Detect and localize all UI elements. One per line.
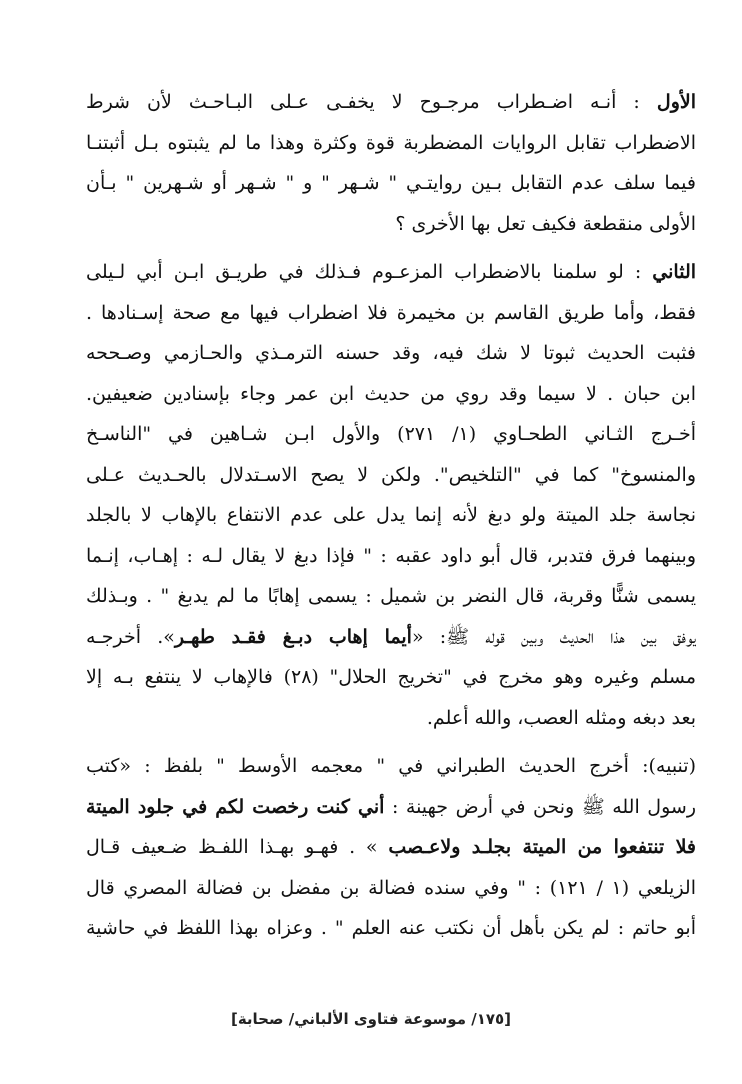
text-line [86, 617, 696, 658]
line-text: : أنـه اضـطراب مرجـوح لا يخفـى عـلى البـاحـث لأن شرط [86, 91, 640, 113]
text-line [86, 252, 696, 293]
text-line: (تنبيه): أخرج الحديث الطبراني في " معجمه الأوسط " بلفظ : «كتب [86, 755, 696, 777]
text-line: الأولى منقطعة فكيف تعل بها الأخرى ؟ [395, 212, 696, 235]
text-line: بعد دبغه ومثله العصب، والله أعلم. [426, 706, 696, 729]
text-line: وبينهما فرق فتدبر، قال أبو داود عقبه : " فإذا دبغ لا يقال لـه : إهـاب، إنـما [86, 544, 696, 567]
line-text: رسول الله ﷺ ونحن في أرض جهينة : [384, 795, 696, 818]
hadith-quote: أيما إهاب دبـغ فقـد طهـر [174, 625, 412, 648]
text-line [86, 787, 696, 828]
page-footer: [١٧٥/ موسوعة فتاوى الألباني/ صحابة] [230, 1010, 512, 1028]
paragraph-label: الأول [656, 91, 696, 113]
text-line: الزيلعي (١ / ١٢١) : " وفي سنده فضالة بن مفضل بن فضالة المصري قال [86, 876, 696, 899]
text-line: نجاسة جلد الميتة ولو دبغ لأنه إنما يدل على عدم الانتفاع بالإهاب لا بالجلد [86, 504, 696, 526]
hadith-quote: فلا تنتفعوا من الميتة بجلـد ولاعـصب [388, 836, 696, 858]
text-line: فيما سلف عدم التقابل بـين روايتـي " شـهر " و " شـهر أو شـهرين " بـأن [86, 172, 696, 194]
paragraph-first-point [86, 82, 696, 244]
text-line: الاضطراب تقابل الروايات المضطربة قوة وكثرة وهذا ما لم يثبتوه بـل أثبتنـا [86, 131, 696, 154]
line-text: » . فهـو بهـذا اللفـظ ضـعيف قـال [86, 836, 389, 858]
page-text [86, 82, 696, 949]
text-line: فثبت الحديث ثبوتا لا شك فيه، وقد حسنه الترمـذي والحـازمي وصـححه [86, 342, 696, 364]
text-line: أخـرج الثـاني الطحـاوي (١/ ٢٧١) والأول ابـن شـاهين في "الناسـخ [86, 423, 696, 445]
hadith-quote: أني كنت رخصت لكم في جلود الميتة [86, 795, 385, 818]
text-line: مسلم وغيره وهو مخرج في "تخريج الحلال" (٢٨) فالإهاب لا ينتفع بـه إلا [86, 666, 696, 688]
paragraph-second-point [86, 252, 696, 738]
text-line: يسمى شنًّا وقربة، قال النضر بن شميل : يسمى إهابًا ما لم يدبغ " . وبـذلك [86, 585, 696, 607]
line-text: ». أخرجـه [86, 625, 175, 648]
text-line [86, 827, 696, 868]
text-line: والمنسوخ" كما في "التلخيص". ولكن لا يصح الاسـتدلال بالحـديث عـلى [86, 463, 696, 486]
line-text: يوفق بين هذا الحديث وبين قوله ﷺ: « [411, 625, 696, 648]
paragraph-label: الثاني [652, 261, 696, 283]
text-line [86, 82, 696, 123]
line-text: : لو سلمنا بالاضطراب المزعـوم فـذلك في طريـق ابـن أبي لـيلى [86, 261, 642, 283]
text-line: أبو حاتم : لم يكن بأهل أن نكتب عنه العلم " . وعزاه بهذا اللفظ في حاشية [86, 917, 696, 939]
text-line: ابن حبان . لا سيما وقد روي من حديث ابن عمر وجاء بإسنادين ضعيفين. [86, 382, 696, 405]
paragraph-note [86, 746, 696, 949]
text-line: فقط، وأما طريق القاسم بن مخيمرة فلا اضطراب فيها مع صحة إسـنادها . [86, 301, 696, 324]
